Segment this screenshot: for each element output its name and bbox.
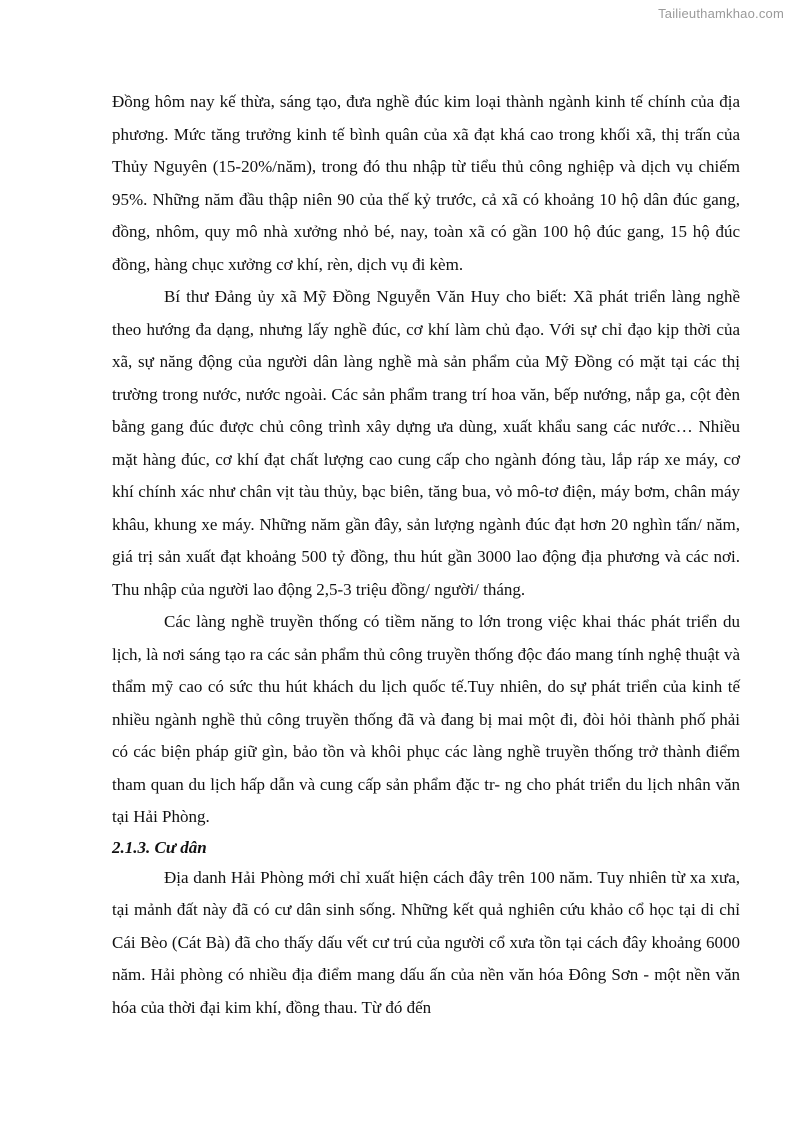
- watermark-text: Tailieuthamkhao.com: [658, 6, 784, 21]
- paragraph-2: Bí thư Đảng ủy xã Mỹ Đồng Nguyễn Văn Huy cho biết: Xã phát triển làng nghề theo hướng đa dạng, nhưng lấy nghề đúc, cơ khí làm chủ đạo. Với sự chỉ đạo kịp thời của xã, sự năng động của người dân làng nghề mà sản phẩm của Mỹ Đồng có mặt tại các thị trường trong nước, nước ngoài. Các sản phẩm trang trí hoa văn, bếp nướng, nắp ga, cột đèn bằng gang đúc được chủ công trình xây dựng ưa dùng, xuất khẩu sang các nước… Nhiều mặt hàng đúc, cơ khí đạt chất lượng cao cung cấp cho ngành đóng tàu, lắp ráp xe máy, cơ khí chính xác như chân vịt tàu thủy, bạc biên, tăng bua, vỏ mô-tơ điện, máy bơm, chân máy khâu, khung xe máy. Những năm gần đây, sản lượng ngành đúc đạt hơn 20 nghìn tấn/ năm, giá trị sản xuất đạt khoảng 500 tỷ đồng, thu hút gần 3000 lao động địa phương và các nơi. Thu nhập của người lao động 2,5-3 triệu đồng/ người/ tháng.: [112, 287, 740, 599]
- paragraph-1: Đồng hôm nay kế thừa, sáng tạo, đưa nghề đúc kim loại thành ngành kinh tế chính của địa phương. Mức tăng trưởng kinh tế bình quân của xã đạt khá cao trong khối xã, thị trấn của Thủy Nguyên (15-20%/năm), trong đó thu nhập từ tiểu thủ công nghiệp và dịch vụ chiếm 95%. Những năm đầu thập niên 90 của thế kỷ trước, cả xã có khoảng 10 hộ dân đúc gang, đồng, nhôm, quy mô nhà xưởng nhỏ bé, nay, toàn xã có gần 100 hộ đúc gang, 15 hộ đúc đồng, hàng chục xưởng cơ khí, rèn, dịch vụ đi kèm.: [112, 92, 740, 274]
- document-body: [112, 86, 740, 1024]
- section-heading: 2.1.3. Cư dân: [112, 837, 207, 857]
- paragraph-4: Địa danh Hải Phòng mới chỉ xuất hiện cách đây trên 100 năm. Tuy nhiên từ xa xưa, tại mảnh đất này đã có cư dân sinh sống. Những kết quả nghiên cứu khảo cổ học tại di chỉ Cái Bèo (Cát Bà) đã cho thấy dấu vết cư trú của người cổ xưa tồn tại cách đây khoảng 6000 năm. Hải phòng có nhiều địa điểm mang dấu ấn của nền văn hóa Đông Sơn - một nền văn hóa của thời đại kim khí, đồng thau. Từ đó đến: [112, 867, 740, 1017]
- paragraph-3: Các làng nghề truyền thống có tiềm năng to lớn trong việc khai thác phát triển du lịch, là nơi sáng tạo ra các sản phẩm thủ công truyền thống độc đáo mang tính nghệ thuật và thẩm mỹ cao có sức thu hút khách du lịch quốc tế.Tuy nhiên, do sự phát triển của kinh tế nhiều ngành nghề thủ công truyền thống đã và đang bị mai một đi, đòi hỏi thành phố phải có các biện pháp giữ gìn, bảo tồn và khôi phục các làng nghề truyền thống trở thành điểm tham quan du lịch hấp dẫn và cung cấp sản phẩm đặc tr- ng cho phát triển du lịch nhân văn tại Hải Phòng.: [112, 612, 740, 826]
